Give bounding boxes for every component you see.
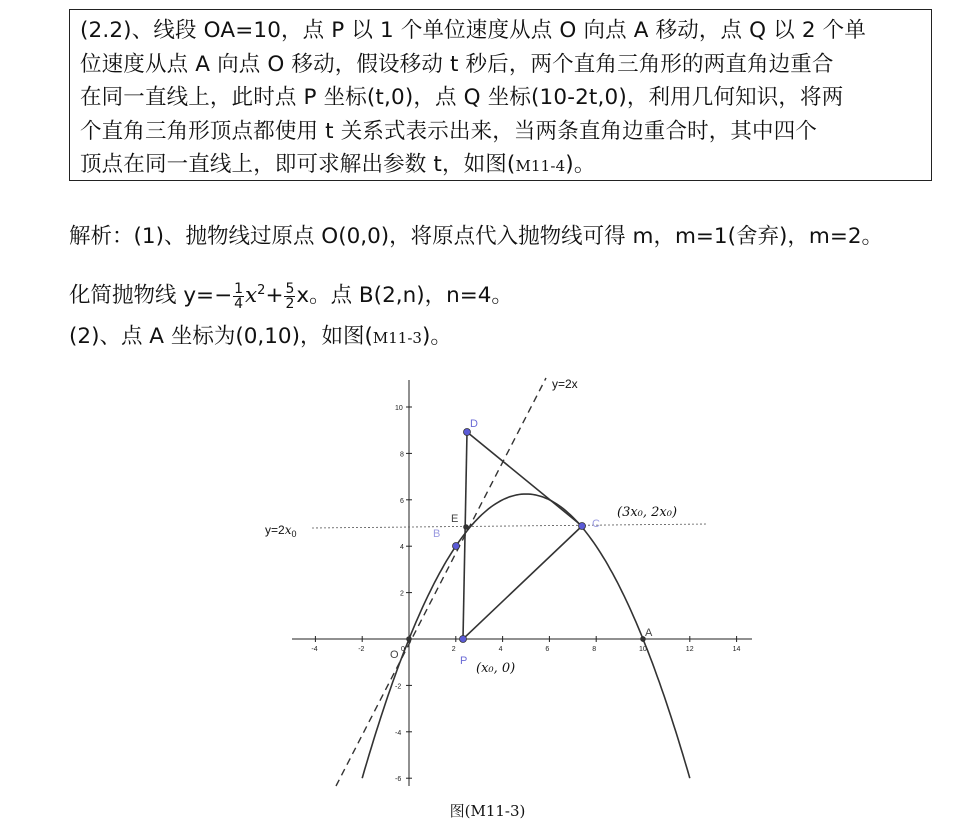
point-P bbox=[460, 636, 467, 643]
box-line-3: 在同一直线上，此时点 P 坐标(t,0)，点 Q 坐标(10-2t,0)，利用几何知识，将两 bbox=[80, 85, 844, 111]
segment-PC bbox=[463, 526, 582, 639]
x-tick-label: 4 bbox=[498, 646, 503, 653]
x-tick-label: 14 bbox=[732, 646, 741, 653]
x-tick-label: 0 bbox=[401, 646, 405, 653]
box-line-2: 位速度从点 A 向点 O 移动，假设移动 t 秒后，两个直角三角形的两直角边重合 bbox=[80, 51, 834, 77]
solution-para-1: 解析：(1)、抛物线过原点 O(0,0)，将原点代入抛物线可得 m，m=1(舍弃)，m=2。 bbox=[69, 224, 884, 249]
line-y-2x0 bbox=[312, 524, 708, 528]
frac2-num: 5 bbox=[285, 280, 295, 297]
coord-C: (3x₀, 2x₀) bbox=[617, 505, 678, 520]
y-tick-label: 10 bbox=[395, 405, 403, 412]
point-E bbox=[463, 524, 469, 530]
var-x: x bbox=[245, 283, 258, 309]
line-y-2x-label: y=2x bbox=[552, 377, 578, 391]
label-E: E bbox=[451, 513, 459, 525]
box-line-1: (2.2)、线段 OA=10，点 P 以 1 个单位速度从点 O 向点 A 移动，点 Q 以 2 个单 bbox=[80, 18, 866, 43]
y-tick-label: 8 bbox=[400, 451, 404, 459]
y-tick-label: 6 bbox=[400, 497, 404, 505]
label-D: D bbox=[470, 418, 478, 430]
figure-ref-m11-3: M11-3 bbox=[372, 329, 422, 347]
figure-ref-m11-4: M11-4 bbox=[515, 157, 566, 176]
exponent-2: 2 bbox=[257, 283, 266, 298]
parabola-curve bbox=[362, 494, 690, 778]
point-O bbox=[406, 636, 412, 642]
figure-caption: 图(M11-3) bbox=[449, 802, 526, 820]
label-O: O bbox=[390, 649, 399, 661]
x-tick-label: 8 bbox=[592, 646, 597, 653]
x-tick-label: -2 bbox=[358, 646, 365, 653]
p3-text: (2)、点 A 坐标为(0,10)，如图( bbox=[69, 324, 373, 349]
label-B: B bbox=[433, 528, 441, 540]
plus-sign: + bbox=[265, 283, 284, 309]
point-B bbox=[453, 543, 460, 550]
x-tick-label: 12 bbox=[685, 646, 694, 653]
frac1-den: 4 bbox=[234, 295, 244, 312]
label-A: A bbox=[645, 627, 653, 639]
p2-rest: x。点 B(2,n)，n=4。 bbox=[296, 283, 513, 309]
x-tick-label: -4 bbox=[311, 646, 318, 653]
p2-text: 化简抛物线 y=− bbox=[69, 283, 233, 309]
coord-P: (x₀, 0) bbox=[476, 661, 516, 676]
y-tick-label: 4 bbox=[400, 544, 404, 552]
y-tick-label: -4 bbox=[395, 729, 402, 737]
x-tick-label: 10 bbox=[639, 646, 647, 653]
y-tick-label: -2 bbox=[395, 683, 402, 691]
label-P: P bbox=[460, 655, 468, 667]
label-C: C bbox=[592, 518, 600, 530]
x-tick-label: 2 bbox=[451, 646, 456, 653]
point-C bbox=[579, 523, 586, 530]
frac2-den: 2 bbox=[285, 295, 295, 312]
y-tick-label: -6 bbox=[395, 776, 402, 784]
frac1-num: 1 bbox=[234, 280, 244, 297]
line-y-2x0-label: $y=2x_0$ bbox=[265, 523, 297, 539]
x-tick-label: 6 bbox=[545, 646, 550, 653]
y-tick-label: 2 bbox=[400, 590, 404, 598]
line-y-2x bbox=[336, 378, 546, 786]
box-line-5-end: )。 bbox=[565, 152, 596, 178]
box-line-5-text: 顶点在同一直线上，即可求解出参数 t，如图( bbox=[80, 152, 516, 178]
p3-end: )。 bbox=[421, 324, 452, 349]
axis-ticks bbox=[311, 405, 740, 783]
box-line-4: 个直角三角形顶点都使用 t 关系式表示出来，当两条直角边重合时，其中四个 bbox=[80, 118, 818, 144]
